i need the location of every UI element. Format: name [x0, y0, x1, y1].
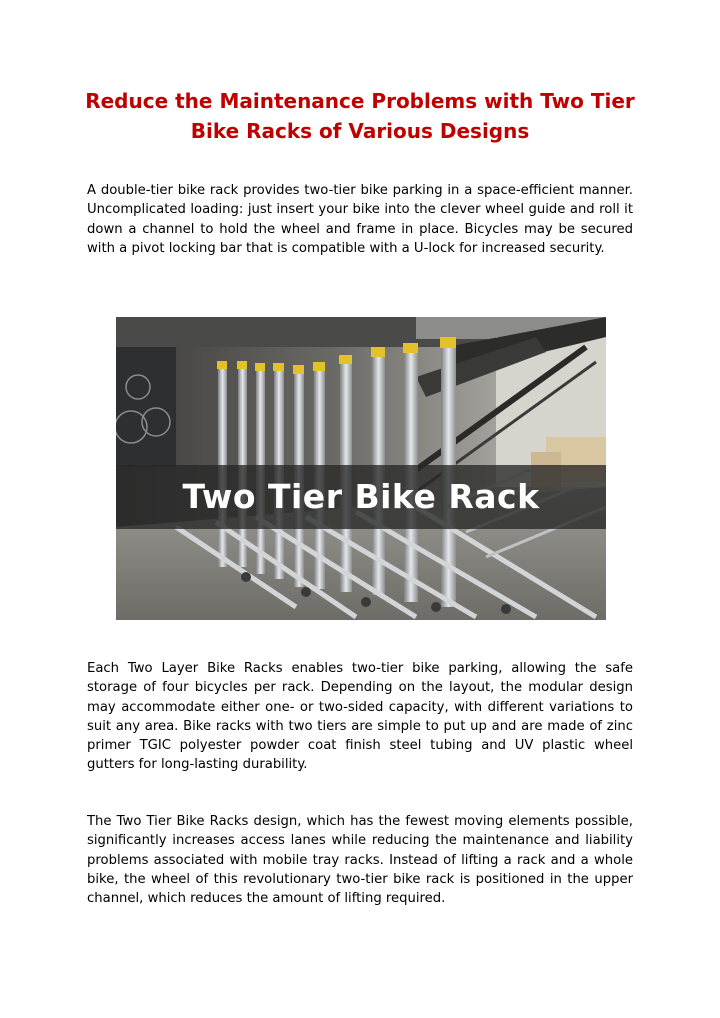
- paragraph-intro: A double-tier bike rack provides two-tier bike parking in a space-efficient manner. Uncomplicated loading: just insert your bike into the clever wheel guide and roll it down a channel to hold the wheel and frame in place. Bicycles may be secured with a pivot locking bar that is compatible with a U-lock for increased security.: [87, 183, 633, 256]
- paragraph-features: Each Two Layer Bike Racks enables two-tier bike parking, allowing the safe storage of four bicycles per rack. Depending on the layout, the modular design may accommodate either one- or two-sided capacity, with different variations to suit any area. Bike racks with two tiers are simple to put up and are made of zinc primer TGIC polyester powder coat finish steel tubing and UV plastic wheel gutters for long-lasting durability.: [87, 661, 633, 773]
- bike-rack-photo: [116, 317, 606, 620]
- paragraph-design: The Two Tier Bike Racks design, which has the fewest moving elements possible, significantly increases access lanes while reducing the maintenance and liability problems associated with mobile tray racks. Instead of lifting a rack and a whole bike, the wheel of this revolutionary two-tier bike rack is positioned in the upper channel, which reduces the amount of lifting required.: [87, 814, 633, 907]
- photo-caption-text: Two Tier Bike Rack: [182, 477, 540, 516]
- document-title: Reduce the Maintenance Problems with Two Tier Bike Racks of Various Designs: [85, 89, 635, 143]
